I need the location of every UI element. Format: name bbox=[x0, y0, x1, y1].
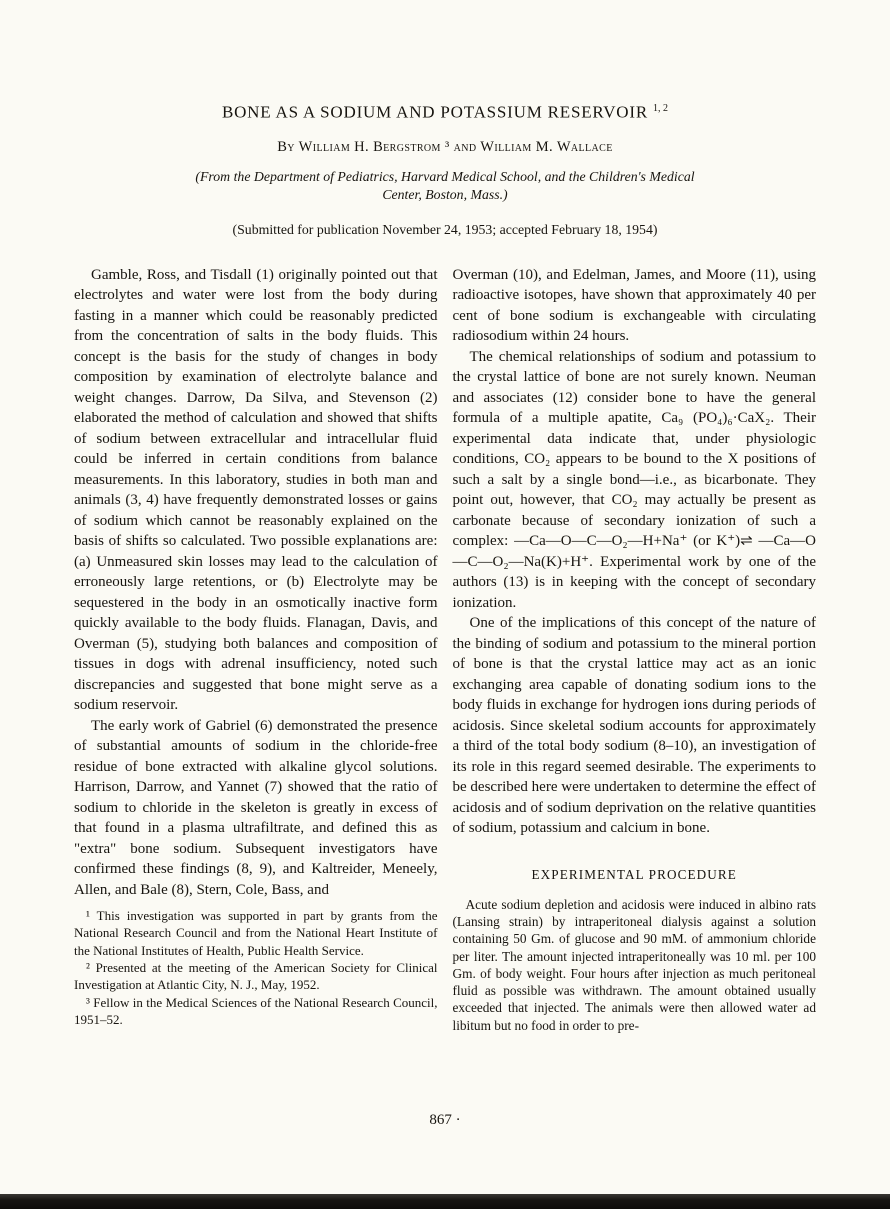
left-column bbox=[74, 265, 438, 1034]
affiliation-line-1: (From the Department of Pediatrics, Harvard Medical School, and the Children's Medical bbox=[195, 168, 695, 184]
paragraph: The chemical relationships of sodium and potassium to the crystal lattice of bone are not surely known. Neuman and associates (12) consider bone to have the general formula of a multiple apatite, Ca₉ (PO₄)₆·CaX₂. Their experimental data indicate that, under physiologic conditions, CO₂ appears to be bound to the X positions of such a salt by a single bond—i.e., as bicarbonate. They point out, however, that CO₂ may actually be present as carbonate because of secondary ionization of such a complex: —Ca—O—C—O₂—H+Na⁺ (or K⁺)⇌ —Ca—O—C—O₂—Na(K)+H⁺. Experimental work by one of the authors (13) is in keeping with the concept of secondary ionization. bbox=[452, 348, 816, 611]
paragraph: The early work of Gabriel (6) demonstrated the presence of substantial amounts of sodium in the chloride-free residue of bone extracted with alkaline glycol solutions. Harrison, Darrow, and Yannet (7) showed that the ratio of sodium to chloride in the skeleton is greatly in excess of that found in a plasma ultrafiltrate, and defined this as "extra" bone sodium. Subsequent investigators have confirmed these findings (8, 9), and Kaltreider, Meneely, Allen, and Bale (8), Stern, Cole, Bass, and bbox=[74, 717, 438, 898]
affiliation bbox=[0, 168, 890, 204]
scan-artifact-bar bbox=[0, 1194, 890, 1209]
paragraph: Gamble, Ross, and Tisdall (1) originally pointed out that electrolytes and water were lost from the body during fasting in a manner which could be reasonably predicted from the concentration of salts in the body fluids. This concept is the basis for the study of changes in body composition by examination of electrolyte balance and weight changes. Darrow, Da Silva, and Stevenson (2) elaborated the method of calculation and showed that shifts of sodium between extracellular and intracellular fluid could be inferred in certain conditions from balance measurements. In this laboratory, studies in both man and animals (3, 4) have frequently demonstrated losses or gains of sodium which cannot be reasonably explained on the basis of shifts so calculated. Two possible explanations are: (a) Unmeasured skin losses may lead to the calculation of erroneously large retentions, or (b) Electrolyte may be sequestered in the body in an osmotically inactive form quickly available to the body fluids. Flanagan, Davis, and Overman (5), studying both balances and composition of tissues in dogs with adrenal insufficiency, noted such discrepancies and suggested that bone might serve as a sodium reservoir. bbox=[74, 266, 438, 714]
paper-header bbox=[0, 0, 890, 239]
footnote-1: ¹ This investigation was supported in part by grants from the National Research Council and from the National Heart Institute of the National Institutes of Health, Public Health Service. bbox=[74, 908, 438, 958]
submission-note: (Submitted for publication November 24, 1953; accepted February 18, 1954) bbox=[232, 221, 658, 237]
title-footnote-marks: 1, 2 bbox=[653, 103, 669, 114]
footnote-2: ² Presented at the meeting of the American Society for Clinical Investigation at Atlantic City, N. J., May, 1952. bbox=[74, 960, 438, 993]
paragraph: Overman (10), and Edelman, James, and Moore (11), using radioactive isotopes, have shown that approximately 40 per cent of bone sodium is exchangeable with circulating radiosodium within 24 hours. bbox=[452, 266, 816, 345]
paragraph: One of the implications of this concept of the nature of the binding of sodium and potassium to the mineral portion of bone is that the crystal lattice may act as an ionic exchanging area capable of donating sodium ions to the body fluids in exchange for hydrogen ions during periods of acidosis. Since skeletal sodium accounts for approximately a third of the total body sodium (8–10), an investigation of its role in this regard seemed desirable. The experiments to be described here were undertaken to determine the effect of acidosis and of sodium deprivation on the relative quantities of sodium, potassium and calcium in bone. bbox=[452, 615, 816, 837]
procedure-paragraph: Acute sodium depletion and acidosis were induced in albino rats (Lansing strain) by intraperitoneal dialysis against a solution containing 50 Gm. of glucose and 90 mM. of ammonium chloride per liter. The amount injected intraperitoneally was 10 ml. per 100 Gm. of body weight. Four hours after injection as much peritoneal fluid as possible was withdrawn. The amount obtained usually exceeded that injected. The animals were then allowed water ad libitum but no food in order to pre- bbox=[452, 896, 816, 1033]
affiliation-line-2: Center, Boston, Mass.) bbox=[382, 186, 508, 202]
byline: By William H. Bergstrom ³ and William M. Wallace bbox=[277, 138, 613, 155]
two-column-body bbox=[0, 239, 890, 1034]
page-number: 867 · bbox=[429, 1112, 461, 1128]
footnotes bbox=[74, 907, 438, 1028]
footnote-3: ³ Fellow in the Medical Sciences of the National Research Council, 1951–52. bbox=[74, 994, 438, 1027]
paper-title-text: BONE AS A SODIUM AND POTASSIUM RESERVOIR bbox=[221, 102, 648, 122]
section-heading: EXPERIMENTAL PROCEDURE bbox=[531, 866, 737, 882]
right-column bbox=[453, 265, 817, 1034]
paper-title bbox=[0, 99, 890, 123]
